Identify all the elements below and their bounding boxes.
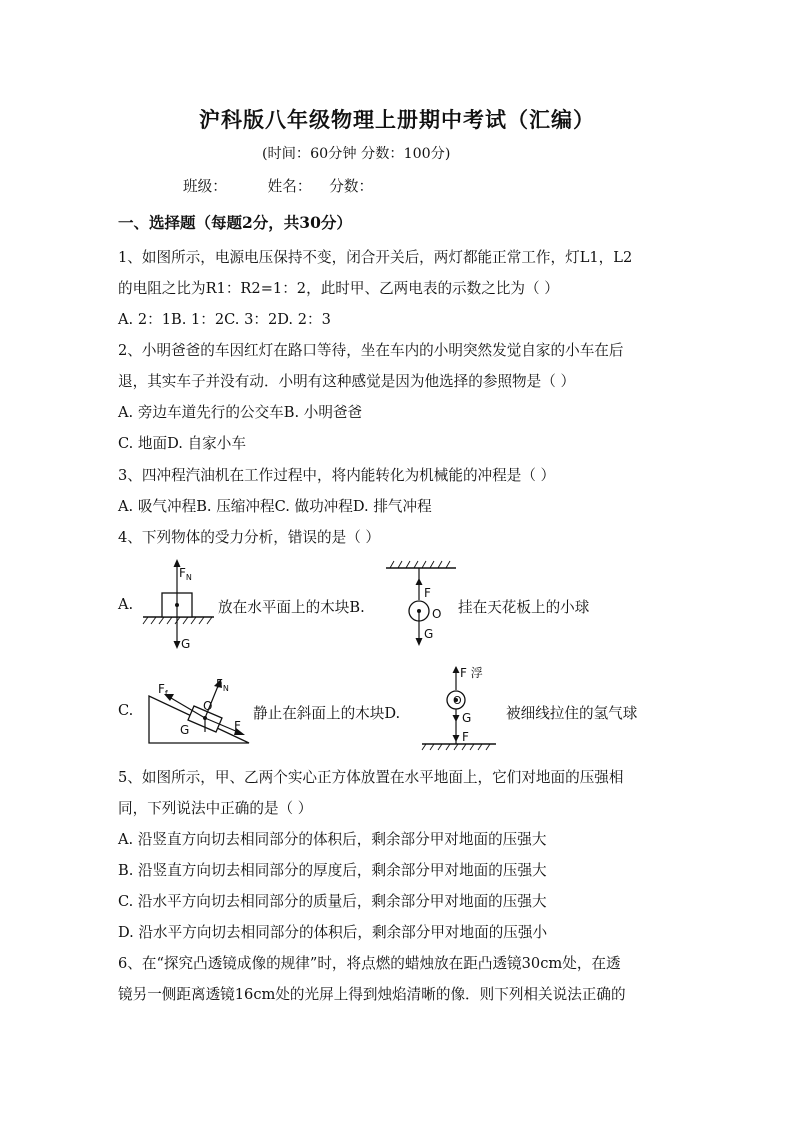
q4a-fn-label: $F_N$: [179, 566, 192, 582]
question-1-line-2: 的电阻之比为R1：R2=1：2，此时甲、乙两电表的示数之比为（ ）: [118, 280, 559, 297]
question-3-line-1: 3、四冲程汽油机在工作过程中，将内能转化为机械能的冲程是（ ）: [118, 467, 556, 484]
question-2-line-2: 退，其实车子并没有动．小明有这种感觉是因为他选择的参照物是（ ）: [118, 373, 576, 390]
q4-figure-a: [140, 555, 220, 655]
question-5-line-2: 同，下列说法中正确的是（ ）: [118, 800, 313, 817]
question-3-options: A. 吸气冲程B. 压缩冲程C. 做功冲程D. 排气冲程: [118, 498, 432, 515]
q4d-fbuoy-label: F 浮: [460, 666, 483, 680]
q4b-o-label: O: [432, 607, 442, 621]
question-2-line-1: 2、小明爸爸的车因红灯在路口等待，坐在车内的小明突然发觉自家的小车在后: [118, 342, 624, 359]
question-4-line-1: 4、下列物体的受力分析，错误的是（ ）: [118, 529, 381, 546]
question-5-option-c: C. 沿水平方向切去相同部分的质量后，剩余部分甲对地面的压强大: [118, 893, 547, 910]
q4c-fn-label: $F_N$: [216, 677, 229, 693]
exam-subtitle: (时间：60分钟 分数：100分): [262, 146, 451, 162]
q4c-ff-label: $F_f$: [158, 682, 168, 698]
question-1-options: A. 2：1B. 1：2C. 3：2D. 2：3: [118, 311, 331, 328]
section-heading: 一、选择题（每题2分，共30分）: [118, 213, 352, 232]
q4-option-a-letter: A.: [118, 596, 134, 613]
q4-option-a-text: 放在水平面上的木块B.: [218, 599, 365, 616]
question-5-line-1: 5、如图所示，甲、乙两个实心正方体放置在水平地面上，它们对地面的压强相: [118, 769, 624, 786]
q4c-o-label: O: [203, 699, 213, 713]
q4-option-c-text: 静止在斜面上的木块D.: [253, 705, 401, 722]
question-1-line-1: 1、如图所示，电源电压保持不变，闭合开关后，两灯都能正常工作，灯L1，L2: [118, 249, 633, 266]
q4-option-c-letter: C.: [118, 702, 134, 719]
q4-figure-d: [420, 664, 500, 752]
class-label: 班级：: [183, 178, 227, 195]
q4b-f-label: F: [424, 586, 431, 600]
question-5-option-d: D. 沿水平方向切去相同部分的体积后，剩余部分甲对地面的压强小: [118, 924, 548, 941]
question-2-options-cd: C. 地面D. 自家小车: [118, 435, 246, 452]
q4-option-b-text: 挂在天花板上的小球: [458, 599, 590, 616]
question-2-options-ab: A. 旁边车道先行的公交车B. 小明爸爸: [118, 404, 363, 421]
q4d-o-label: O: [453, 694, 462, 707]
q4a-g-label: G: [181, 637, 191, 651]
q4d-f-label: F: [462, 730, 469, 744]
question-6-line-1: 6、在“探究凸透镜成像的规律”时，将点燃的蜡烛放在距凸透镜30cm处，在透: [118, 955, 621, 972]
question-5-option-a: A. 沿竖直方向切去相同部分的体积后，剩余部分甲对地面的压强大: [118, 831, 547, 848]
q4-figure-b: [384, 560, 459, 650]
q4c-f-label: F: [234, 719, 241, 733]
q4-figure-c: [146, 668, 256, 748]
score-label: 分数：: [329, 178, 374, 195]
name-label: 姓名：: [267, 178, 312, 195]
question-6-line-2: 镜另一侧距离透镜16cm处的光屏上得到烛焰清晰的像．则下列相关说法正确的: [118, 986, 626, 1003]
question-5-option-b: B. 沿竖直方向切去相同部分的厚度后，剩余部分甲对地面的压强大: [118, 862, 547, 879]
q4d-g-label: G: [462, 711, 472, 725]
q4c-g-label: G: [180, 723, 190, 737]
q4-option-d-text: 被细线拉住的氢气球: [506, 705, 638, 722]
page-title: 沪科版八年级物理上册期中考试（汇编）: [199, 107, 595, 132]
student-info: [183, 175, 373, 196]
q4b-g-label: G: [424, 627, 434, 641]
